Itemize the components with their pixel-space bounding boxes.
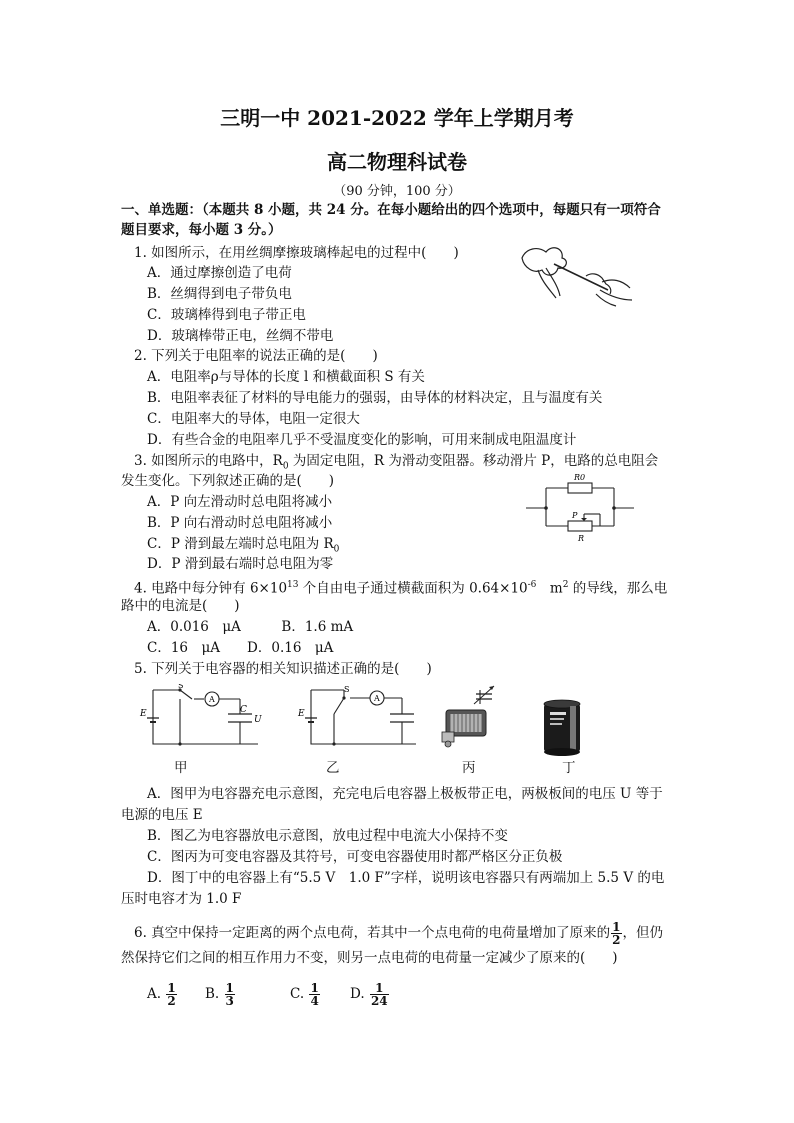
q1-rubbing-illustration: [516, 238, 636, 310]
q5-figure-bing: [436, 682, 500, 756]
q5-option-d-cont: 压时电容才为 1.0 F: [121, 891, 242, 907]
exam-info: （90 分钟，100 分）: [333, 184, 461, 199]
svg-text:S: S: [178, 684, 184, 690]
q5-label-jia: 甲: [174, 760, 188, 776]
exam-title: 三明一中 2021-2022 学年上学期月考: [220, 106, 574, 130]
q6-stem-cont: 然保持它们之间的相互作用力不变，则另一点电荷的电荷量一定减少了原来的( ): [121, 950, 618, 966]
section-heading: 一、单选题：（本题共 8 小题，共 24 分。在每小题给出的四个选项中，每题只有一项符合: [121, 202, 661, 218]
svg-text:A: A: [209, 695, 215, 704]
q6-option-c: C. $\frac{1}{4}$: [290, 981, 319, 1008]
q4-stem-cont: 路中的电流是( ): [121, 598, 240, 614]
q3-label-r: R: [578, 534, 585, 543]
q3-label-r0: R0: [574, 473, 586, 482]
q5-label-ding: 丁: [562, 760, 576, 776]
q3-option-d: D．P 滑到最右端时总电阻为零: [147, 556, 334, 572]
q1-option-c: C．玻璃棒得到电子带正电: [147, 307, 306, 323]
q3-stem: 3. 如图所示的电路中，$R_0$ 为固定电阻，R 为滑动变阻器。移动滑片 P，电路的总电阻会: [134, 453, 659, 472]
q5-option-a-cont: 电源的电压 E: [121, 807, 203, 823]
q2-option-a: A．电阻率ρ与导体的长度 l 和横截面积 S 有关: [147, 369, 425, 385]
q1-option-b: B．丝绸得到电子带负电: [147, 286, 292, 302]
svg-text:S: S: [344, 685, 350, 694]
q3-option-b: B．P 向右滑动时总电阻将减小: [147, 515, 333, 531]
svg-text:A: A: [374, 694, 380, 703]
q5-stem: 5. 下列关于电容器的相关知识描述正确的是( ): [134, 661, 432, 677]
q2-option-b: B．电阻率表征了材料的导电能力的强弱，由导体的材料决定，且与温度有关: [147, 390, 603, 406]
q4-options-ab: A．0.016 μA B．1.6 mA: [147, 619, 354, 635]
q6-stem: 6. 真空中保持一定距离的两个点电荷，若其中一个点电荷的电荷量增加了原来的 $\frac{1}{2}$ ，但仍: [134, 920, 664, 947]
q2-option-c: C．电阻率大的导体，电阻一定很大: [147, 411, 360, 427]
q3-option-a: A．P 向左滑动时总电阻将减小: [147, 494, 333, 510]
q6-option-b: B. $\frac{1}{3}$: [205, 981, 234, 1008]
q6-option-d: D. $\frac{1}{24}$: [350, 981, 388, 1008]
q6-fraction: $\frac{1}{2}$: [612, 920, 621, 947]
q1-stem: 1. 如图所示，在用丝绸摩擦玻璃棒起电的过程中( ): [134, 245, 459, 261]
svg-text:U: U: [254, 715, 262, 725]
q2-stem: 2. 下列关于电阻率的说法正确的是( ): [134, 348, 378, 364]
q5-option-b: B．图乙为电容器放电示意图，放电过程中电流大小保持不变: [147, 828, 508, 844]
q1-option-d: D．玻璃棒带正电，丝绸不带电: [147, 328, 334, 344]
q3-circuit-diagram: [526, 470, 636, 545]
svg-text:E: E: [140, 709, 147, 719]
q4-options-cd: C．16 μA D．0.16 μA: [147, 640, 334, 656]
q5-label-yi: 乙: [326, 760, 340, 776]
q5-option-d: D．图丁中的电容器上有“5.5 V 1.0 F”字样，说明该电容器只有两端加上 5.5 V 的电: [147, 870, 665, 886]
q6-option-a: A. $\frac{1}{2}$: [147, 981, 176, 1008]
svg-text:E: E: [298, 709, 305, 719]
q3-stem-cont: 发生变化。下列叙述正确的是( ): [121, 473, 335, 489]
q5-label-bing: 丙: [462, 760, 476, 776]
svg-text:C: C: [240, 705, 247, 715]
exam-subject: 高二物理科试卷: [327, 150, 467, 174]
q3-label-p: P: [572, 511, 578, 520]
q2-option-d: D．有些合金的电阻率几乎不受温度变化的影响，可用来制成电阻温度计: [147, 432, 577, 448]
q5-option-c: C．图丙为可变电容器及其符号，可变电容器使用时都严格区分正负极: [147, 849, 563, 865]
section-heading-cont: 题目要求，每小题 3 分。）: [121, 222, 282, 238]
q3-option-c: C．P 滑到最左端时总电阻为 $R_0$: [147, 536, 340, 555]
q5-option-a: A．图甲为电容器充电示意图，充完电后电容器上极板带正电，两极板间的电压 U 等于: [147, 786, 663, 802]
q5-figure-jia: [136, 684, 266, 754]
q4-stem: 4. 电路中每分钟有 $6\times 10^{13}$ 个自由电子通过横截面积为 $0.64\times 10^{-6}$ $m^2$ 的导线，那么电: [134, 580, 668, 597]
q5-figure-yi: [294, 684, 424, 754]
q5-figure-ding: [540, 698, 584, 760]
q1-option-a: A．通过摩擦创造了电荷: [147, 265, 292, 281]
